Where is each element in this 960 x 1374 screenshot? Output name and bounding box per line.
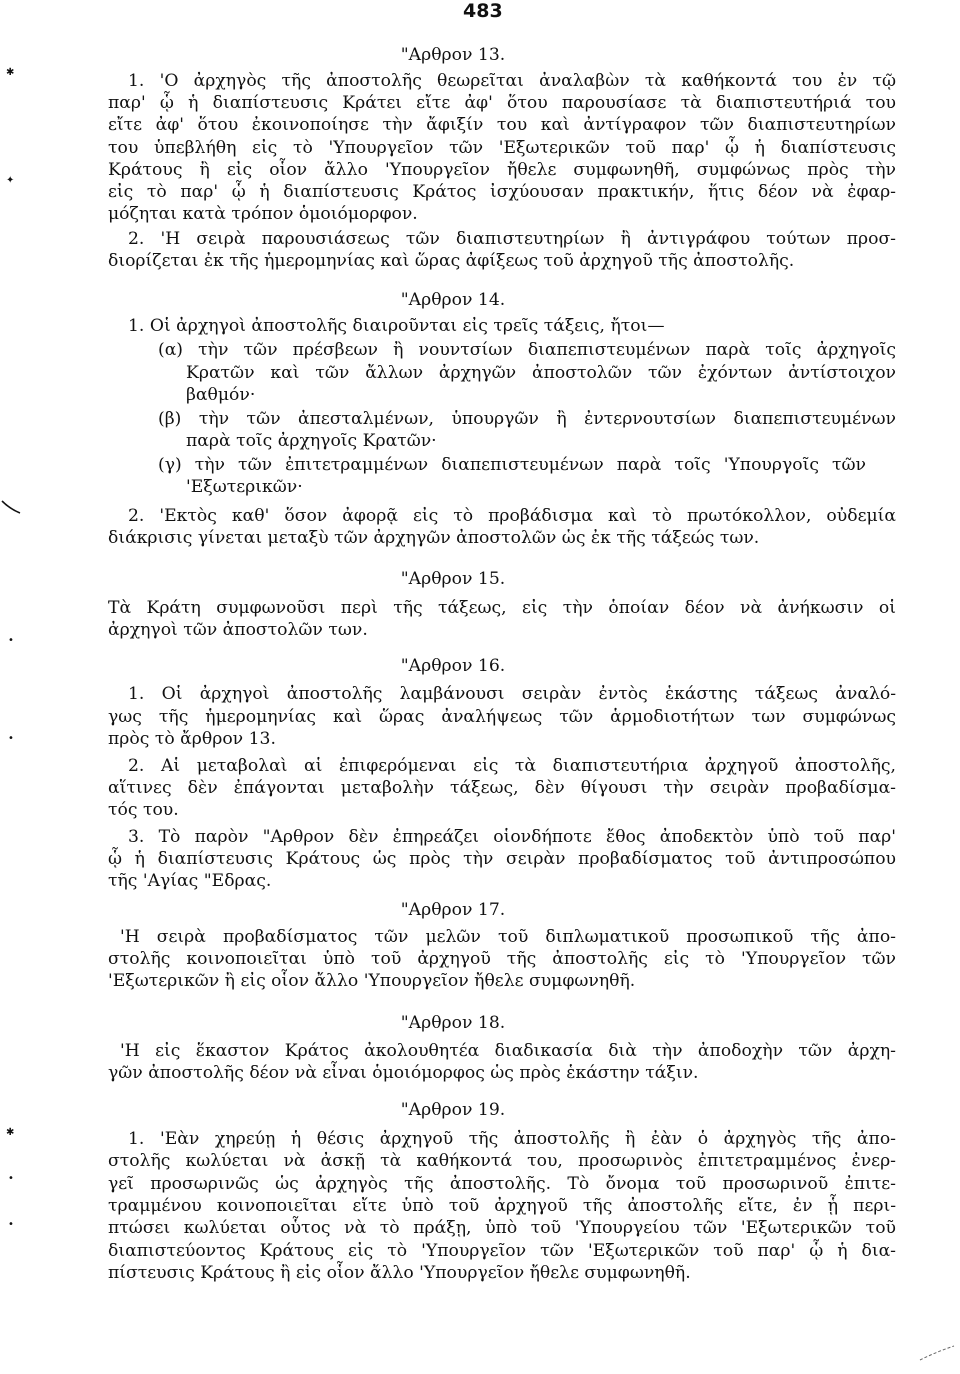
text-line: εἰς τὸ παρ' ᾧ ἡ διαπίστευσις Κράτος ἰσχύουσαν πρακτικήν, ἥτις δέον νὰ ἐφαρ- [108,182,896,202]
text-line: βαθμόν· [186,385,256,405]
article-title: "Αρθρον 16. [400,656,506,676]
text-line: 1. 'Εὰν χηρεύῃ ἡ θέσις ἀρχηγοῦ τῆς ἀποστολῆς ἢ ἐὰν ὁ ἀρχηγὸς τῆς ἀπο- [128,1129,896,1149]
text-line: 2. Αἱ μεταβολαὶ αἱ ἐπιφερόμεναι εἰς τὰ διαπιστευτήρια ἀρχηγοῦ ἀποστολῆς, [128,756,896,776]
text-line: τῆς 'Αγίας "Εδρας. [108,871,272,891]
text-line: 3. Τὸ παρὸν "Αρθρον δὲν ἐπηρεάζει οἱονδήποτε ἔθος ἀποδεκτὸν ὑπὸ τοῦ παρ' [128,827,896,847]
text-line: 2. 'Εκτὸς καθ' ὅσον ἀφορᾷ εἰς τὸ προβάδισμα καὶ τὸ πρωτόκολλον, οὐδεμία [128,506,896,526]
text-line: 2. 'Η σειρὰ παρουσιάσεως τῶν διαπιστευτηρίων ἢ ἀντιγράφου τούτων προσ- [128,229,896,249]
text-line: γως τῆς ἡμερομηνίας καὶ ὥρας ἀναλήψεως τῶν ἁρμοδιοτήτων των συμφώνως [108,707,896,727]
text-line: 1. 'Ο ἀρχηγὸς τῆς ἀποστολῆς θεωρεῖται ἀναλαβὼν τὰ καθήκοντά του ἐν τῷ [128,71,896,91]
text-line: διαπιστεύοντος Κράτους εἰς τὸ 'Υπουργεῖον τῶν 'Εξωτερικῶν τοῦ παρ' ᾧ ἡ δια- [108,1241,896,1261]
text-line: γεῖ προσωρινῶς ὡς ἀρχηγὸς τῆς ἀποστολῆς. Τὸ ὄνομα τοῦ προσωρινοῦ ἐπιτε- [108,1174,896,1194]
text-line: Κρατῶν καὶ τῶν ἄλλων ἀρχηγῶν ἀποστολῶν τῶν ἐχόντων ἀντίστοιχον [186,363,896,383]
text-line: στολῆς κοινοποιεῖται ὑπὸ τοῦ ἀρχηγοῦ τῆς ἀποστολῆς εἰς τὸ 'Υπουργεῖον τῶν [108,949,896,969]
text-line: (γ) τὴν τῶν ἐπιτετραμμένων διαπεπιστευμένων παρὰ τοῖς 'Υπουργοῖς τῶν [158,455,866,475]
text-line: τός του. [108,800,179,820]
margin-mark: ✦ [6,175,15,186]
text-line: τραμμένου κοινοποιεῖται εἴτε ὑπὸ τοῦ ἀρχηγοῦ τῆς ἀποστολῆς εἴτε, ἐν ᾗ περι- [108,1196,896,1216]
text-line: (β) τὴν τῶν ἀπεσταλμένων, ὑπουργῶν ἢ ἐντερνουτσίων διαπεπιστευμένων [158,409,896,429]
text-line: 'Η εἰς ἕκαστον Κράτος ἀκολουθητέα διαδικασία διὰ τὴν ἀποδοχὴν τῶν ἀρχη- [120,1041,896,1061]
article-title: "Αρθρον 19. [400,1100,506,1120]
text-line: παρ' ᾧ ἡ διαπίστευσις Κράτει εἴτε ἀφ' ὅτου παρουσίασε τὰ διαπιστευτήριά του [108,93,896,113]
margin-mark: • [8,635,14,646]
text-line: διορίζεται ἐκ τῆς ἡμερομηνίας καὶ ὥρας ἀφίξεως τοῦ ἀρχηγοῦ τῆς ἀποστολῆς. [108,251,795,271]
article-title: "Αρθρον 14. [400,290,506,310]
text-line: Κράτους ἢ εἰς οἷον ἄλλο 'Υπουργεῖον ἤθελε συμφωνηθῆ, συμφώνως πρὸς τὴν [108,160,896,180]
article-title: "Αρθρον 18. [400,1013,506,1033]
text-line: εἴτε ἀφ' ὅτου ἐκοινοποίησε τὴν ἄφιξίν του καὶ ἀντίγραφον τῶν διαπιστευτηρίων [108,115,896,135]
text-line: πίστευσις Κράτους ἢ εἰς οἷον ἄλλο 'Υπουργεῖον ἤθελε συμφωνηθῆ. [108,1263,691,1283]
text-line: μόζηται κατὰ τρόπον ὁμοιόμορφον. [108,204,418,224]
text-line: αἵτινες δὲν ἐπάγονται μεταβολὴν τάξεως, δὲν θίγουσι τὴν σειρὰν προβαδίσμα- [108,778,896,798]
text-line: Τὰ Κράτη συμφωνοῦσι περὶ τῆς τάξεως, εἰς τὴν ὁποίαν δέον νὰ ἀνήκωσιν οἱ [108,598,896,618]
margin-scratch [918,1342,958,1366]
text-line: 'Η σειρὰ προβαδίσματος τῶν μελῶν τοῦ διπλωματικοῦ προσωπικοῦ τῆς ἀπο- [120,927,896,947]
margin-mark: • [8,733,14,744]
text-line: 1. Οἱ ἀρχηγοὶ ἀποστολῆς διαιροῦνται εἰς τρεῖς τάξεις, ἤτοι— [128,316,665,336]
text-line: του ὑπεβλήθη εἰς τὸ 'Υπουργεῖον τῶν 'Εξωτερικῶν τοῦ παρ' ᾧ ἡ διαπίστευσις [108,138,896,158]
article-title: "Αρθρον 17. [400,900,506,920]
text-line: ἀρχηγοὶ τῶν ἀποστολῶν των. [108,620,368,640]
text-line: πρὸς τὸ ἄρθρον 13. [108,729,276,749]
text-line: στολῆς κωλύεται νὰ ἀσκῇ τὰ καθήκοντά του, προσωρινὸς ἐπιτετραμμένος ἐνερ- [108,1151,896,1171]
text-line: γῶν ἀποστολῆς δέον νὰ εἶναι ὁμοιόμορφος ὡς πρὸς ἑκάστην τάξιν. [108,1063,699,1083]
text-line: (α) τὴν τῶν πρέσβεων ἢ νουντσίων διαπεπιστευμένων παρὰ τοῖς ἀρχηγοῖς [158,340,896,360]
text-line: παρὰ τοῖς ἀρχηγοῖς Κρατῶν· [186,431,437,451]
article-title: "Αρθρον 13. [400,45,506,65]
margin-mark: ✱ [6,67,15,78]
margin-scratch [0,495,24,519]
text-line: 'Εξωτερικῶν ἢ εἰς οἷον ἄλλο 'Υπουργεῖον ἤθελε συμφωνηθῆ. [108,971,636,991]
margin-mark: • [8,1173,14,1184]
article-title: "Αρθρον 15. [400,569,506,589]
text-line: 1. Οἱ ἀρχηγοὶ ἀποστολῆς λαμβάνουσι σειρὰν ἐντὸς ἑκάστης τάξεως ἀναλό- [128,684,896,704]
margin-mark: ✱ [6,1127,15,1138]
text-line: πτώσει κωλύεται οὗτος νὰ τὸ πράξῃ, ὑπὸ τοῦ 'Υπουργείου τῶν 'Εξωτερικῶν τοῦ [108,1218,896,1238]
text-line: διάκρισις γίνεται μεταξὺ τῶν ἀρχηγῶν ἀποστολῶν ὡς ἐκ τῆς τάξεώς των. [108,528,760,548]
text-line: 'Εξωτερικῶν· [186,477,303,497]
page-number: 483 [463,0,503,22]
text-line: ᾧ ἡ διαπίστευσις Κράτους ὡς πρὸς τὴν σειρὰν προβαδίσματος τοῦ ἀντιπροσώπου [108,849,896,869]
margin-mark: • [8,1219,14,1230]
